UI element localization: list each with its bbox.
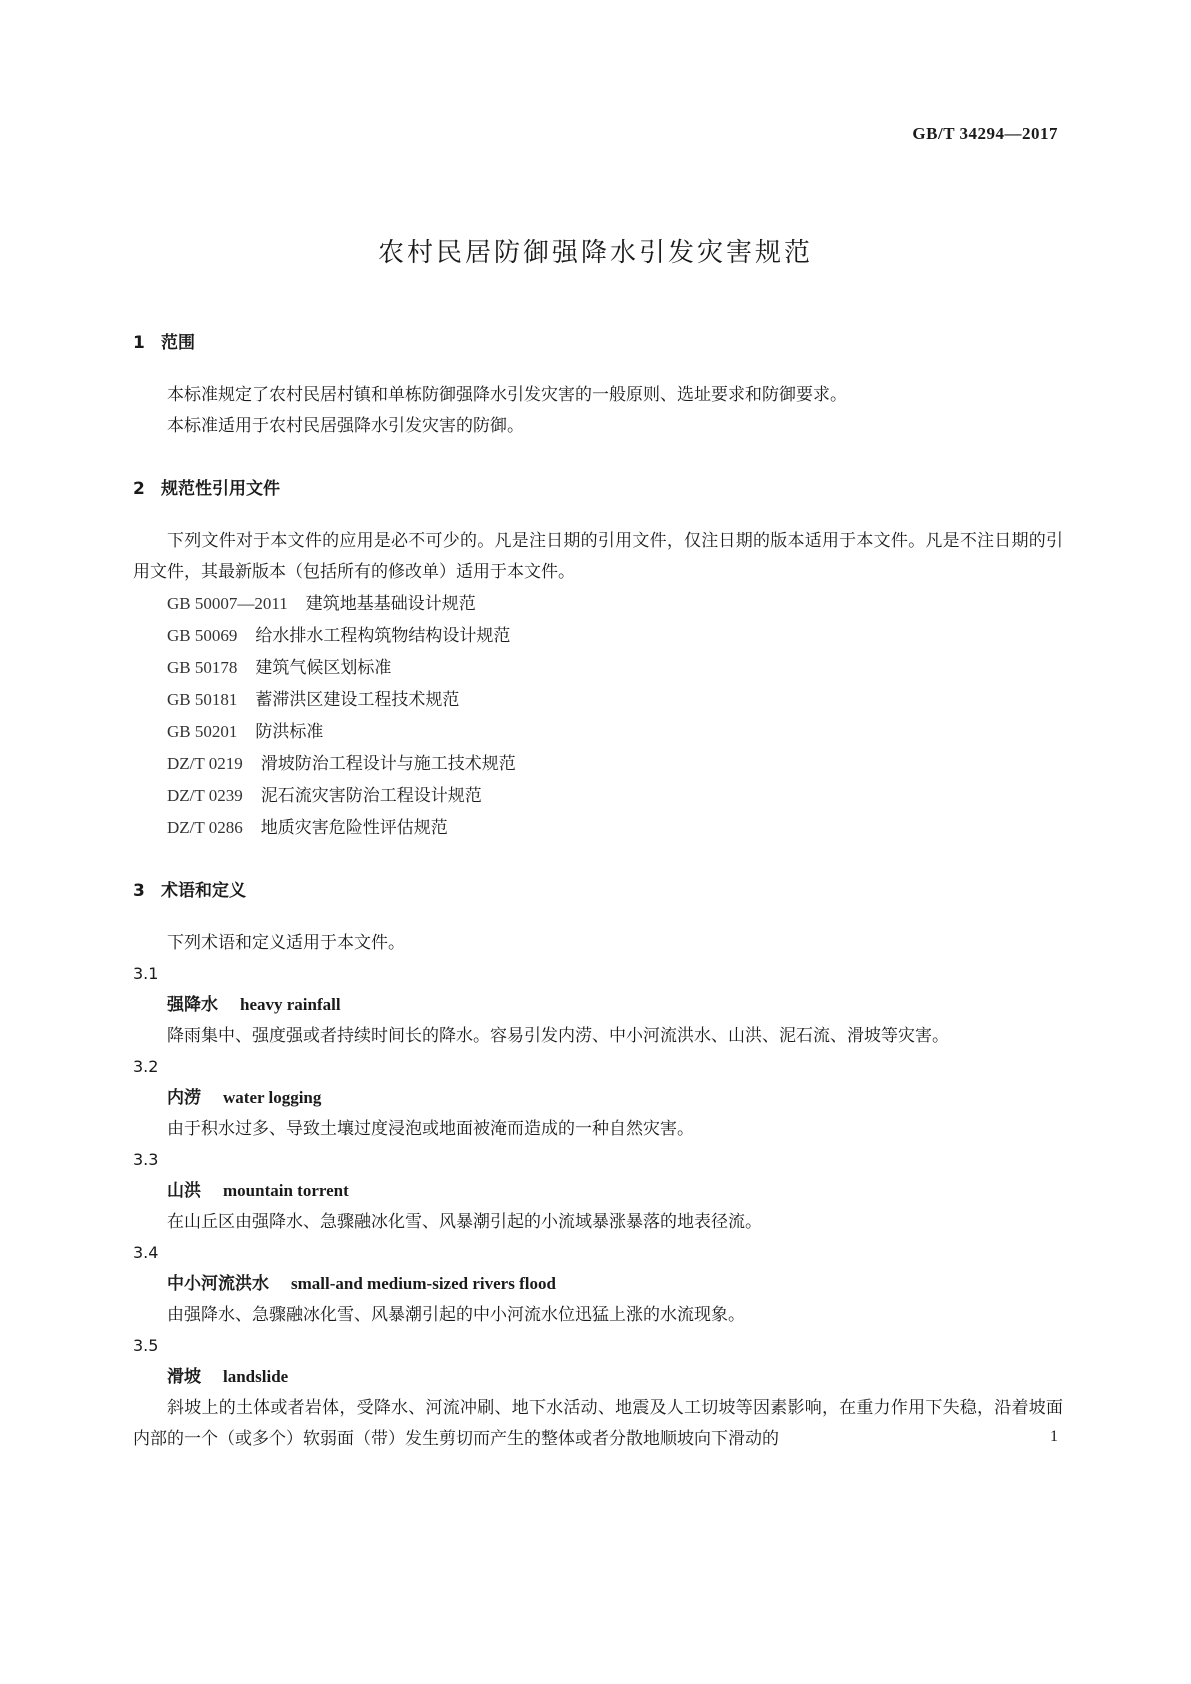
reference-title: 建筑气候区划标准 [255, 658, 392, 678]
section-title: 术语和定义 [161, 881, 246, 901]
reference-code: GB 50201 [167, 722, 238, 741]
section-number: 3 [133, 881, 145, 901]
reference-code: DZ/T 0219 [167, 754, 243, 773]
reference-code: GB 50181 [167, 690, 238, 709]
reference-title: 泥石流灾害防治工程设计规范 [260, 786, 482, 806]
paragraph: 本标准规定了农村民居村镇和单栋防御强降水引发灾害的一般原则、选址要求和防御要求。 [167, 385, 847, 405]
reference-code: GB 50069 [167, 626, 238, 645]
reference-code: DZ/T 0239 [167, 786, 243, 805]
term-chinese: 滑坡 [167, 1367, 201, 1387]
term-heading [133, 1082, 1063, 1114]
reference-list [133, 588, 1063, 844]
term-english: heavy rainfall [240, 995, 341, 1014]
term-heading [133, 989, 1063, 1021]
term-definition: 在山丘区由强降水、急骤融冰化雪、风暴潮引起的小流域暴涨暴落的地表径流。 [167, 1212, 762, 1232]
term-definition: 斜坡上的土体或者岩体，受降水、河流冲刷、地下水活动、地震及人工切坡等因素影响，在重力作用下失稳，沿着坡面内部的一个（或多个）软弱面（带）发生剪切而产生的整体或者分散地顺坡向下滑动的 [133, 1398, 1063, 1449]
term-english: water logging [223, 1088, 322, 1107]
term-definition: 降雨集中、强度强或者持续时间长的降水。容易引发内涝、中小河流洪水、山洪、泥石流、滑坡等灾害。 [167, 1026, 949, 1046]
section-title: 规范性引用文件 [161, 479, 280, 499]
term-chinese: 中小河流洪水 [167, 1274, 269, 1294]
document-title: 农村民居防御强降水引发灾害规范 [377, 238, 813, 268]
document-body [133, 330, 1063, 1455]
term-heading [133, 1175, 1063, 1207]
paragraph: 下列术语和定义适用于本文件。 [167, 933, 405, 953]
reference-title: 滑坡防治工程设计与施工技术规范 [260, 754, 516, 774]
reference-item [133, 748, 1063, 780]
reference-item [133, 620, 1063, 652]
term-chinese: 内涝 [167, 1088, 201, 1108]
reference-title: 防洪标准 [255, 722, 324, 742]
term-heading [133, 1361, 1063, 1393]
section-title: 范围 [161, 333, 195, 353]
reference-item [133, 684, 1063, 716]
section-heading [133, 330, 1063, 356]
term-definition: 由强降水、急骤融冰化雪、风暴潮引起的中小河流水位迅猛上涨的水流现象。 [167, 1305, 745, 1325]
paragraph: 下列文件对于本文件的应用是必不可少的。凡是注日期的引用文件，仅注日期的版本适用于本文件。凡是不注日期的引用文件，其最新版本（包括所有的修改单）适用于本文件。 [133, 531, 1063, 582]
term-english: landslide [223, 1367, 289, 1386]
section-number: 2 [133, 479, 145, 499]
term-english: mountain torrent [223, 1181, 349, 1200]
section-heading [133, 476, 1063, 502]
page-number: 1 [1050, 1428, 1058, 1445]
reference-title: 建筑地基基础设计规范 [305, 594, 476, 614]
reference-item [133, 716, 1063, 748]
section-heading [133, 878, 1063, 904]
term-entry [133, 1052, 1063, 1145]
term-entry [133, 959, 1063, 1052]
term-entry [133, 1238, 1063, 1331]
term-number: 3.1 [133, 964, 159, 983]
term-entry [133, 1145, 1063, 1238]
standard-code: GB/T 34294—2017 [912, 124, 1058, 143]
term-number: 3.2 [133, 1057, 159, 1076]
term-chinese: 强降水 [167, 995, 218, 1015]
reference-code: DZ/T 0286 [167, 818, 243, 837]
reference-code: GB 50178 [167, 658, 238, 677]
reference-item [133, 780, 1063, 812]
term-number: 3.3 [133, 1150, 159, 1169]
reference-title: 蓄滞洪区建设工程技术规范 [255, 690, 460, 710]
reference-item [133, 588, 1063, 620]
reference-item [133, 812, 1063, 844]
reference-title: 给水排水工程构筑物结构设计规范 [255, 626, 511, 646]
reference-title: 地质灾害危险性评估规范 [260, 818, 448, 838]
term-entry [133, 1331, 1063, 1455]
reference-item [133, 652, 1063, 684]
term-heading [133, 1268, 1063, 1300]
reference-code: GB 50007—2011 [167, 594, 288, 613]
term-definition: 由于积水过多、导致土壤过度浸泡或地面被淹而造成的一种自然灾害。 [167, 1119, 694, 1139]
paragraph: 本标准适用于农村民居强降水引发灾害的防御。 [167, 416, 524, 436]
section-number: 1 [133, 333, 145, 353]
term-chinese: 山洪 [167, 1181, 201, 1201]
term-number: 3.5 [133, 1336, 159, 1355]
term-number: 3.4 [133, 1243, 159, 1262]
term-english: small-and medium-sized rivers flood [291, 1274, 556, 1293]
